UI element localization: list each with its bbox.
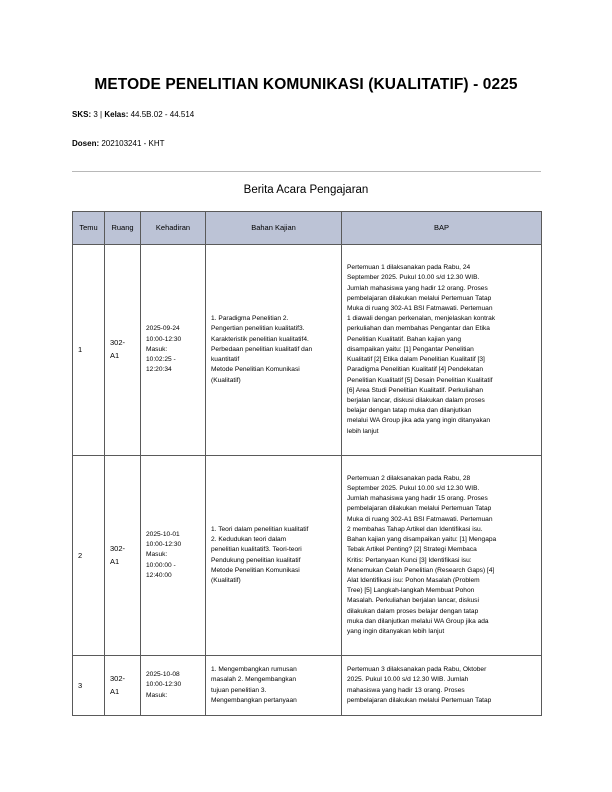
sks-label: SKS: bbox=[72, 110, 92, 119]
temu-cell: 1 bbox=[73, 245, 105, 456]
bahan-kajian-cell: 1. Mengembangkan rumusan masalah 2. Mengembangkan tujuan penelitian 3. Mengembangkan pertanyaan bbox=[206, 656, 342, 716]
bap-cell: Pertemuan 3 dilaksanakan pada Rabu, Oktober 2025. Pukul 10.00 s/d 12.30 WIB. Jumlah mahasiswa yang hadir 13 orang. Proses pembelajaran dilakukan melalui Pertemuan Tatap bbox=[342, 656, 542, 716]
ruang-cell: 302- A1 bbox=[105, 656, 141, 716]
bap-cell: Pertemuan 1 dilaksanakan pada Rabu, 24 September 2025. Pukul 10.00 s/d 12.30 WIB. Jumlah mahasiswa yang hadir 12 orang. Proses pembelajaran dilakukan melalui Pertemuan Tatap Muka di ruang 302-A1 BSI Fatmawati. Pertemuan 1 diawali dengan perkenalan, menjelaskan kontrak perkuliahan dan membahas Pengantar dan Etika Penelitian Kualitatif. Bahan kajian yang disampaikan yaitu: [1] Pengantar Penelitian Kualitatif [2] Etika dalam Penelitian Kualitatif [3] Paradigma Penelitian Kualitatif [4] Pendekatan Penelitian Kualitatif [5] Desain Penelitian Kualitatif [6] Area Studi Penelitian Kualitatif. Perkuliahan berjalan lancar, diskusi dilakukan dalam proses belajar dengan tatap muka dan dilanjutkan melalui WA Group jika ada yang ingin ditanyakan lebih lanjut bbox=[342, 245, 542, 456]
table-header-row bbox=[73, 212, 542, 245]
bap-cell: Pertemuan 2 dilaksanakan pada Rabu, 28 September 2025. Pukul 10.00 s/d 12.30 WIB. Jumlah mahasiswa yang hadir 15 orang. Proses pembelajaran dilakukan melalui Pertemuan Tatap Muka di ruang 302-A1 BSI Fatmawati. Pertemuan 2 membahas Tahap Artikel dan Identifikasi isu. Bahan kajian yang disampaikan yaitu: [1] Mengapa Tebak Artikel Penting? [2] Strategi Membaca Kritis: Pertanyaan Kunci [3] Identifikasi isu: Menemukan Celah Penelitian (Research Gaps) [4] Alat Identifikasi isu: Pohon Masalah (Problem Tree) [5] Langkah-langkah Membuat Pohon Masalah. Perkuliahan berjalan lancar, diskusi dilakukan dalam proses belajar dengan tatap muka dan dilanjutkan melalui WA Group jika ada yang ingin ditanyakan lebih lanjut bbox=[342, 456, 542, 656]
header-temu: Temu bbox=[73, 212, 105, 245]
kelas-value: 44.5B.02 - 44.514 bbox=[130, 110, 195, 119]
table-row bbox=[73, 456, 542, 656]
bahan-kajian-cell: 1. Paradigma Penelitian 2. Pengertian penelitian kualitatif3. Karakteristik penelitian kualitatif4. Perbedaan penelitian kualitatif dan kuantitatif Metode Penelitian Komunikasi (Kualitatif) bbox=[206, 245, 342, 456]
teaching-report-table bbox=[72, 211, 542, 716]
lecturer-info-line bbox=[72, 139, 165, 148]
bahan-kajian-cell: 1. Teori dalam penelitian kualitatif 2. Kedudukan teori dalam penelitian kualitatif3. Teori-teori Pendukung penelitian kualitatif Metode Penelitian Komunikasi (Kualitatif) bbox=[206, 456, 342, 656]
kehadiran-cell: 2025-09-24 10:00-12:30 Masuk: 10:02:25 - 12:20:34 bbox=[141, 245, 206, 456]
separator: | bbox=[100, 110, 103, 119]
temu-cell: 2 bbox=[73, 456, 105, 656]
sks-value: 3 bbox=[93, 110, 98, 119]
header-bap: BAP bbox=[342, 212, 542, 245]
ruang-cell: 302- A1 bbox=[105, 456, 141, 656]
header-ruang: Ruang bbox=[105, 212, 141, 245]
kehadiran-cell: 2025-10-01 10:00-12:30 Masuk: 10:00:00 - 12:40:00 bbox=[141, 456, 206, 656]
header-bahan-kajian: Bahan Kajian bbox=[206, 212, 342, 245]
kehadiran-cell: 2025-10-08 10:00-12:30 Masuk: bbox=[141, 656, 206, 716]
header-kehadiran: Kehadiran bbox=[141, 212, 206, 245]
course-info-line bbox=[72, 110, 194, 119]
section-title: Berita Acara Pengajaran bbox=[243, 184, 369, 196]
ruang-cell: 302- A1 bbox=[105, 245, 141, 456]
kelas-label: Kelas: bbox=[104, 110, 129, 119]
divider bbox=[72, 171, 541, 172]
temu-cell: 3 bbox=[73, 656, 105, 716]
table-row bbox=[73, 245, 542, 456]
dosen-label: Dosen: bbox=[72, 139, 100, 148]
table-row bbox=[73, 656, 542, 716]
page-title: METODE PENELITIAN KOMUNIKASI (KUALITATIF) - 0225 bbox=[94, 76, 518, 93]
dosen-value: 202103241 - KHT bbox=[101, 139, 165, 148]
